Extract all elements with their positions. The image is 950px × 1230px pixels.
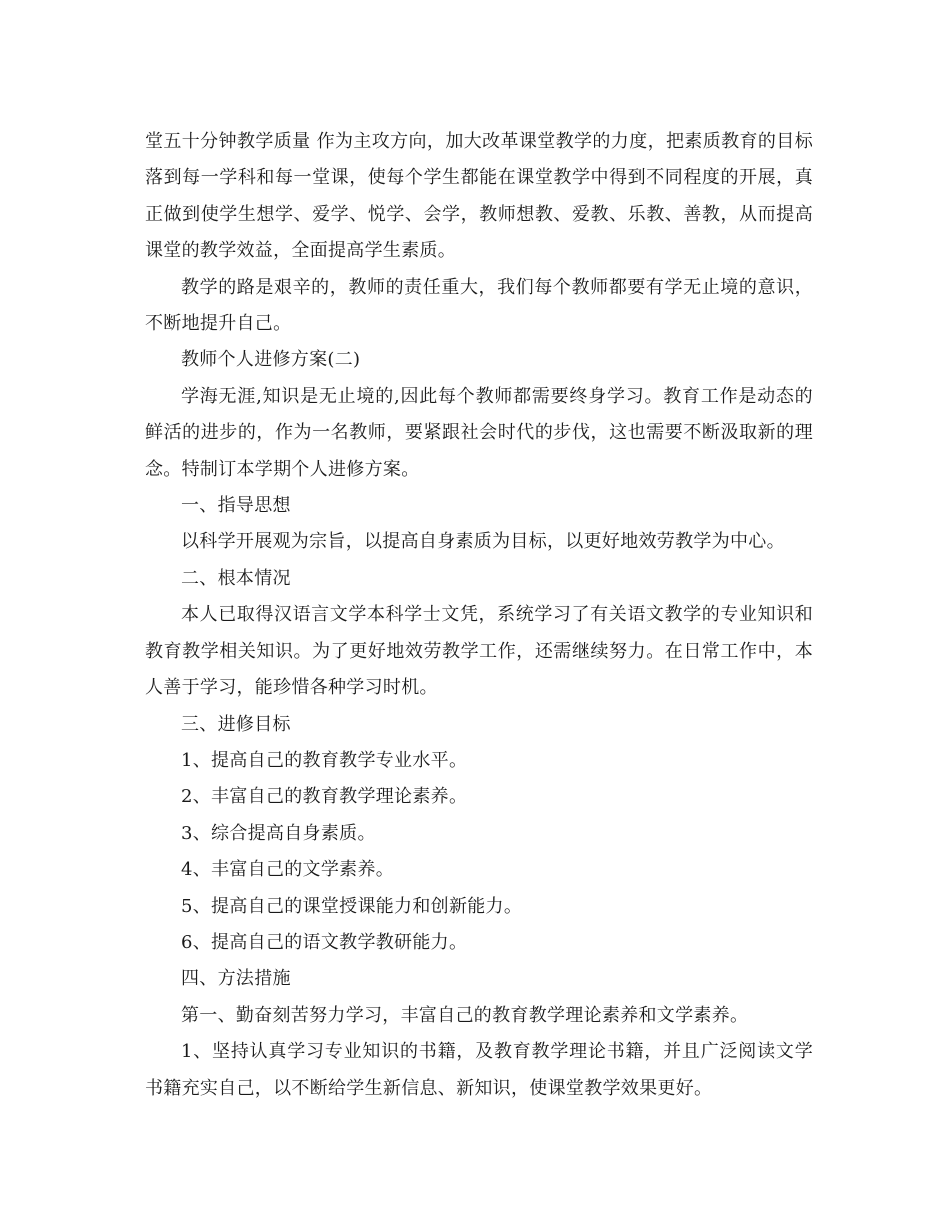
heading-basic-situation: 二、根本情况 <box>181 567 291 589</box>
document-body <box>145 124 813 1107</box>
heading-guiding-thought: 一、指导思想 <box>181 495 291 517</box>
list-item: 1、提高自己的教育教学专业水平。 <box>181 749 468 771</box>
paragraph: 以科学开展观为宗旨，以提高自身素质为目标，以更好地效劳教学为中心。 <box>181 531 785 553</box>
paragraph: 本人已取得汉语言文学本科学士文凭，系统学习了有关语文教学的专业知识和教育教学相关知识。为了更好地效劳教学工作，还需继续努力。在日常工作中，本人善于学习，能珍惜各种学习时机。 <box>145 604 813 699</box>
paragraph: 第一、勤奋刻苦努力学习，丰富自己的教育教学理论素养和文学素养。 <box>181 1004 749 1026</box>
heading-methods: 四、方法措施 <box>181 968 291 990</box>
list-item: 4、丰富自己的文学素养。 <box>181 859 395 881</box>
list-item: 6、提高自己的语文教学教研能力。 <box>181 931 468 953</box>
list-item: 5、提高自己的课堂授课能力和创新能力。 <box>181 895 523 917</box>
list-item: 2、丰富自己的教育教学理论素养。 <box>181 786 468 808</box>
list-item: 3、综合提高自身素质。 <box>181 822 376 844</box>
section-title: 教师个人进修方案(二) <box>181 349 361 371</box>
paragraph-continued: 堂五十分钟教学质量 作为主攻方向，加大改革课堂教学的力度，把素质教育的目标落到每一学科和每一堂课，使每个学生都能在课堂教学中得到不同程度的开展，真正做到使学生想学、爱学、悦学、会学，教师想教、爱教、乐教、善教，从而提高课堂的教学效益，全面提高学生素质。 <box>145 131 813 262</box>
paragraph: 1、坚持认真学习专业知识的书籍，及教育教学理论书籍，并且广泛阅读文学书籍充实自己，以不断给学生新信息、新知识，使课堂教学效果更好。 <box>145 1041 813 1099</box>
heading-goals: 三、进修目标 <box>181 713 291 735</box>
paragraph: 学海无涯,知识是无止境的,因此每个教师都需要终身学习。教育工作是动态的鲜活的进步的，作为一名教师，要紧跟社会时代的步伐，这也需要不断汲取新的理念。特制订本学期个人进修方案。 <box>145 385 813 480</box>
paragraph: 教学的路是艰辛的，教师的责任重大，我们每个教师都要有学无止境的意识，不断地提升自己。 <box>145 276 813 335</box>
